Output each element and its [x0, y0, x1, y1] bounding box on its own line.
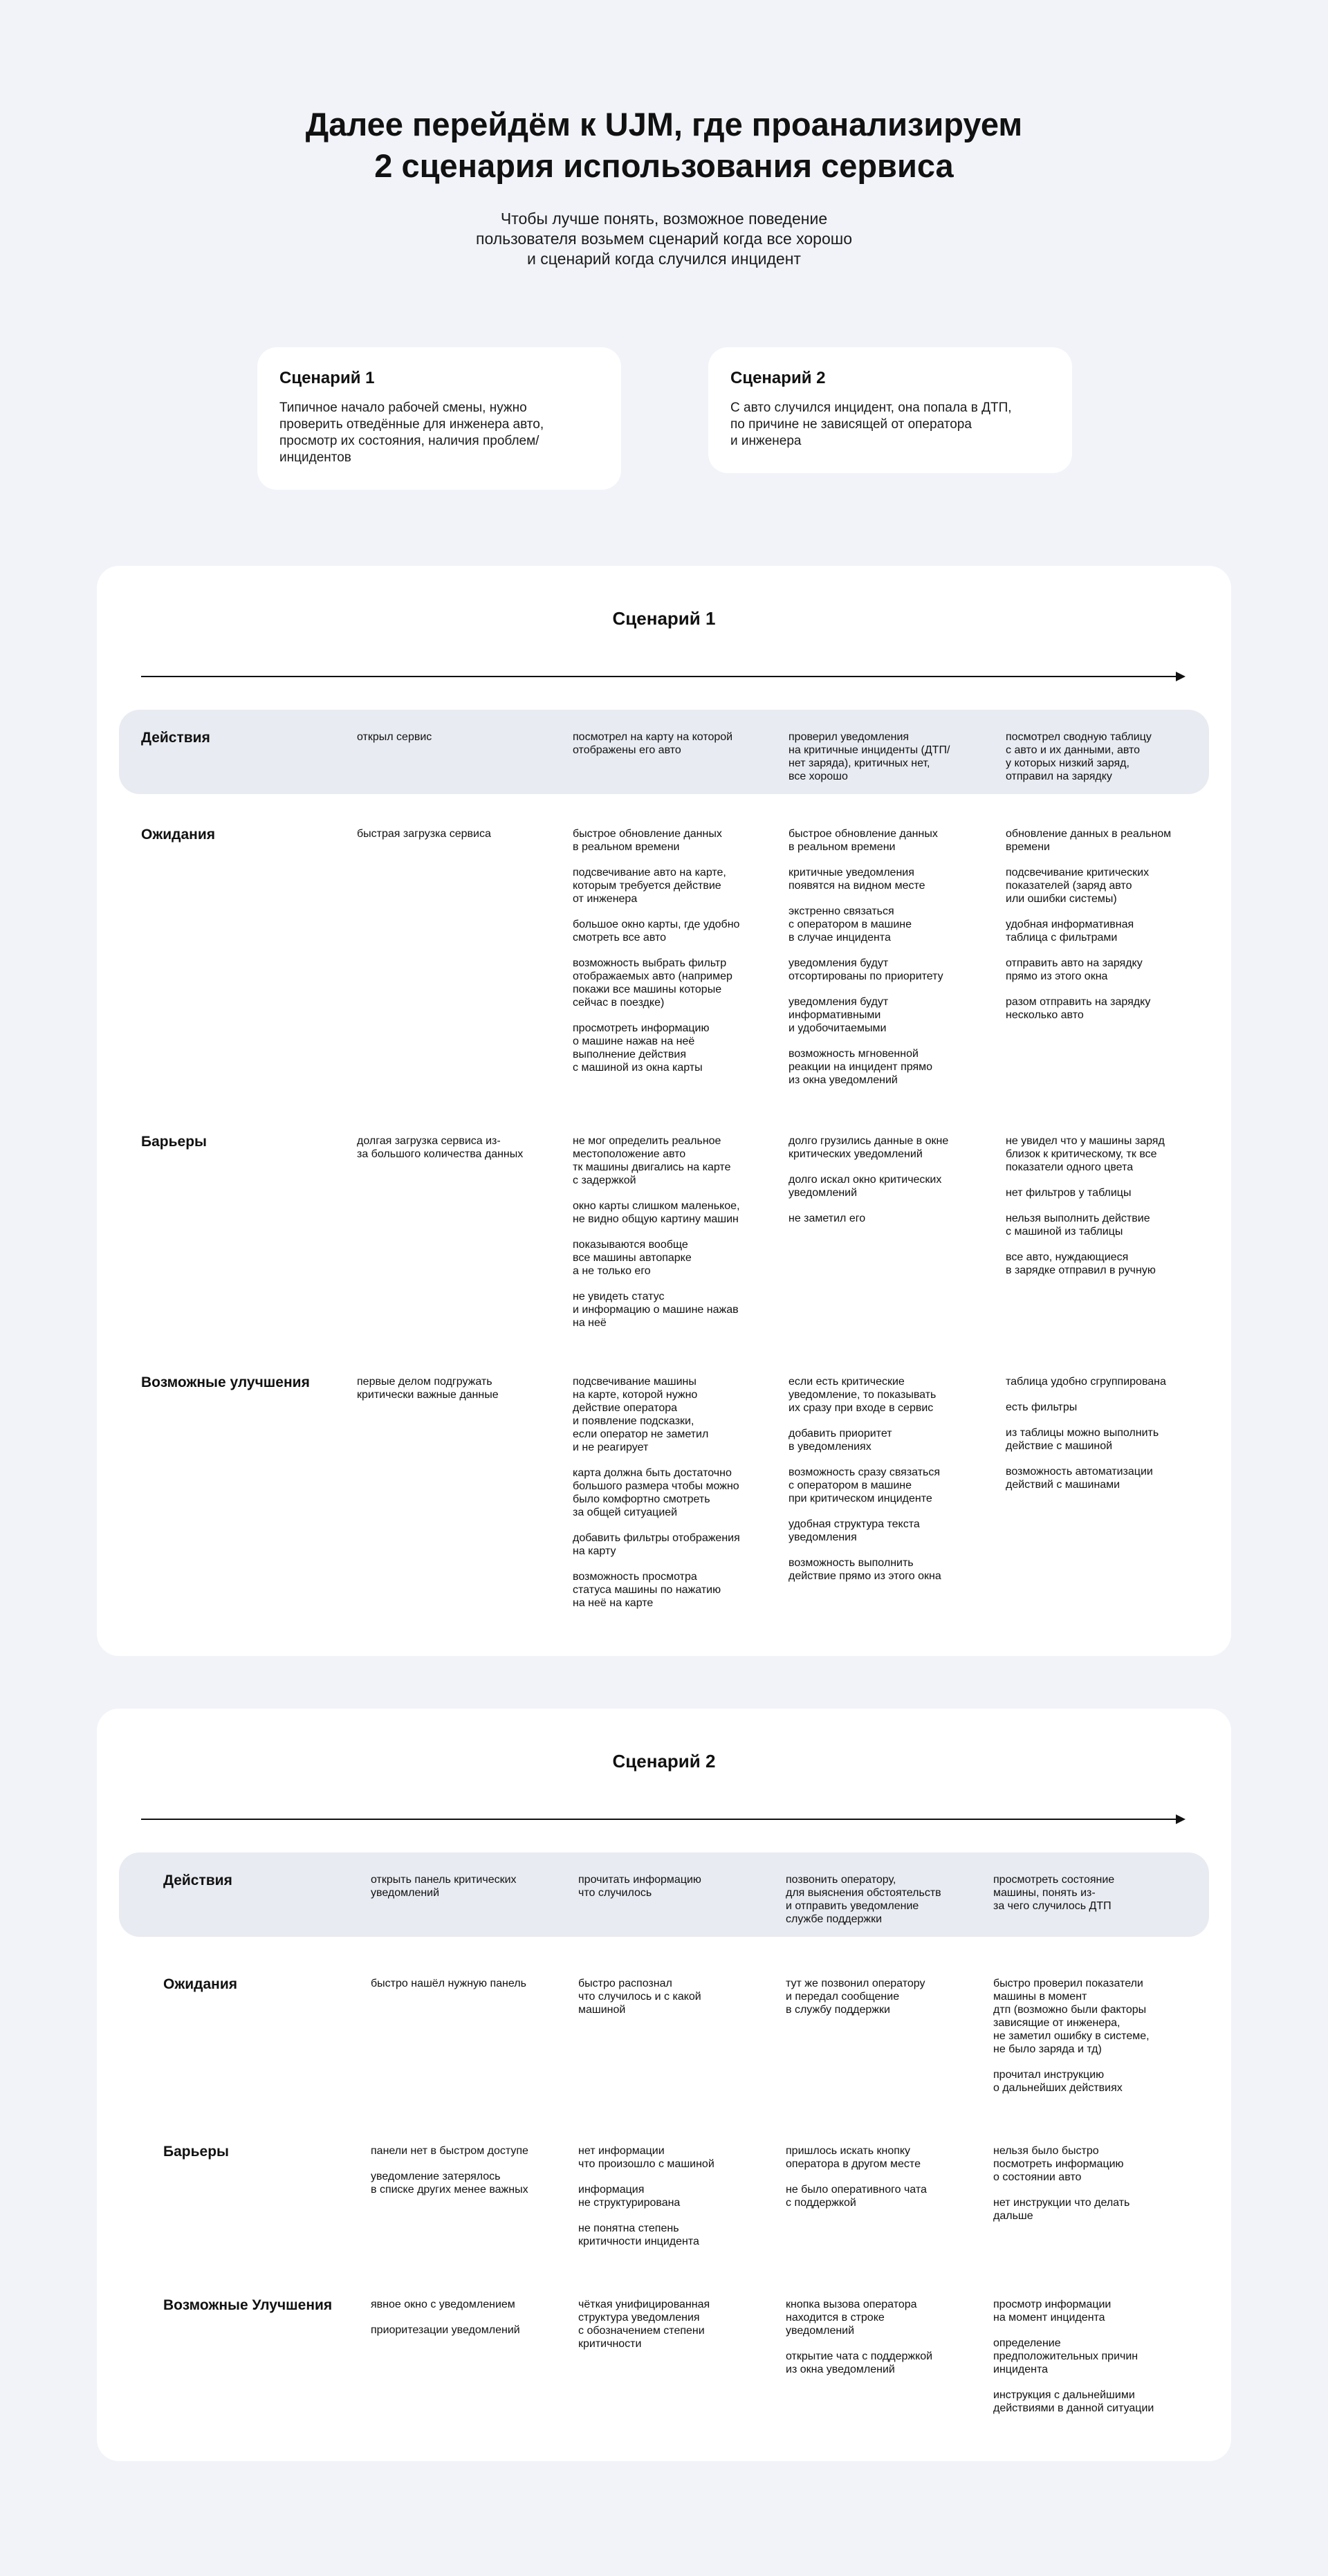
journey-cell-item: возможность автоматизации действий с машинами	[1006, 1466, 1153, 1491]
row-label: Действия	[141, 730, 210, 746]
journey-cell	[371, 2144, 559, 2196]
scenario-card-title: Сценарий 1	[279, 369, 375, 387]
page-subtitle	[0, 209, 1328, 269]
journey-cell-item: не заметил его	[788, 1213, 866, 1224]
journey-map-title: Сценарий 2	[612, 1751, 716, 1772]
row-label: Ожидания	[141, 827, 215, 843]
journey-cell	[1006, 827, 1194, 1022]
journey-cell-item: открыть панель критических уведомлений	[371, 1874, 517, 1899]
row-label: Барьеры	[163, 2144, 229, 2160]
journey-cell	[357, 827, 545, 840]
journey-cell	[993, 2298, 1181, 2415]
journey-cell-item: тут же позвонил оператору и передал сообщение в службу поддержки	[786, 1978, 925, 2016]
journey-cell-item: подсвечивание авто на карте, которым требуется действие от инженера	[573, 867, 726, 905]
journey-cell-item: долго грузились данные в окне критических уведомлений	[788, 1135, 949, 1160]
journey-cell-item: нет фильтров у таблицы	[1006, 1187, 1132, 1199]
row-label: Ожидания	[163, 1976, 237, 1992]
journey-cell-item: есть фильтры	[1006, 1401, 1078, 1413]
page-subtitle-line-2: пользователя возьмем сценарий когда все хорошо	[475, 230, 852, 248]
journey-cell-item: просмотреть состояние машины, понять из- за чего случилось ДТП	[993, 1874, 1115, 1912]
journey-cell-item: возможность сразу связаться с оператором в машине при критическом инциденте	[788, 1466, 941, 1505]
journey-cell	[578, 2298, 766, 2350]
journey-cell	[786, 1873, 974, 1926]
timeline-arrow-icon	[141, 1812, 1186, 1826]
journey-cell-item: явное окно с уведомлением	[371, 2299, 515, 2310]
journey-cell-item: информация не структурирована	[578, 2184, 681, 2209]
journey-cell	[573, 1134, 761, 1330]
journey-cell-item: не увидеть статус и информацию о машине нажав на неё	[573, 1291, 739, 1329]
page-title-line-1: Далее перейдём к UJM, где проанализируем	[305, 106, 1023, 142]
journey-cell	[786, 2298, 974, 2376]
journey-cell-item: чёткая унифицированная структура уведомления с обозначением степени критичности	[578, 2299, 710, 2350]
row-label: Возможные улучшения	[141, 1374, 310, 1390]
journey-cell-item: пришлось искать кнопку оператора в другом месте	[786, 2145, 921, 2170]
journey-cell-item: возможность выполнить действие прямо из этого окна	[788, 1557, 941, 1582]
journey-cell-item: подсвечивание машины на карте, которой нужно действие оператора и появление подсказки, если оператор не заметил и не реагирует	[573, 1376, 709, 1453]
journey-map-scenario-1	[97, 566, 1231, 1656]
journey-cell-item: быстро распознал что случилось и с какой машиной	[578, 1978, 701, 2016]
journey-cell	[573, 827, 761, 1074]
journey-cell-item: добавить фильтры отображения на карту	[573, 1532, 740, 1557]
page-subtitle-line-1: Чтобы лучше понять, возможное поведение	[500, 210, 828, 228]
journey-cell-item: разом отправить на зарядку несколько авто	[1006, 996, 1151, 1021]
journey-cell-item: окно карты слишком маленькое, не видно общую картину машин	[573, 1200, 740, 1225]
journey-cell-item: посмотрел сводную таблицу с авто и их данными, авто у которых низкий заряд, отправил на зарядку	[1006, 731, 1152, 782]
journey-cell-item: удобная информативная таблица с фильтрами	[1006, 919, 1134, 944]
journey-cell-item: проверил уведомления на критичные инциденты (ДТП/ нет заряда), критичных нет, все хорошо	[788, 731, 950, 782]
journey-cell-item: прочитал инструкцию о дальнейших действиях	[993, 2069, 1123, 2094]
timeline-arrow-icon	[141, 670, 1186, 683]
journey-cell-item: посмотрел на карту на которой отображены его авто	[573, 731, 733, 756]
journey-cell-item: просмотр информации на момент инцидента	[993, 2299, 1112, 2324]
journey-cell-item: определение предположительных причин инцидента	[993, 2337, 1138, 2375]
journey-cell-item: все авто, нуждающиеся в зарядке отправил в ручную	[1006, 1251, 1156, 1276]
journey-cell-item: долго искал окно критических уведомлений	[788, 1174, 942, 1199]
journey-cell-item: критичные уведомления появятся на видном месте	[788, 867, 925, 892]
journey-cell-item: экстренно связаться с оператором в машине в случае инцидента	[788, 905, 912, 944]
journey-cell-item: просмотреть информацию о машине нажав на неё выполнение действия с машиной из окна карты	[573, 1022, 710, 1074]
journey-cell-item: позвонить оператору, для выяснения обстоятельств и отправить уведомление службе поддержки	[786, 1874, 941, 1925]
journey-cell	[578, 2144, 766, 2248]
scenario-card-text: С авто случился инцидент, она попала в ДТП, по причине не зависящей от оператора и инженера	[730, 401, 1012, 448]
journey-cell-item: нельзя выполнить действие с машиной из таблицы	[1006, 1213, 1150, 1238]
journey-cell-item: нельзя было быстро посмотреть информацию о состоянии авто	[993, 2145, 1124, 2183]
journey-cell	[371, 1977, 559, 1990]
journey-cell	[788, 1134, 977, 1225]
journey-cell	[788, 1375, 977, 1583]
journey-cell	[357, 730, 545, 744]
journey-cell	[993, 1977, 1181, 2095]
journey-cell	[371, 1873, 559, 1899]
journey-cell-item: открытие чата с поддержкой из окна уведомлений	[786, 2350, 933, 2375]
scenario-card-1	[257, 347, 621, 490]
row-label: Действия	[163, 1873, 232, 1888]
journey-cell	[993, 1873, 1181, 1913]
journey-cell-item: обновление данных в реальном времени	[1006, 828, 1172, 853]
journey-cell-item: быстро нашёл нужную панель	[371, 1978, 526, 1989]
journey-cell-item: первые делом подгружать критически важные данные	[357, 1376, 499, 1401]
journey-cell	[788, 730, 977, 783]
journey-cell-item: отправить авто на зарядку прямо из этого окна	[1006, 957, 1143, 982]
journey-cell-item: возможность выбрать фильтр отображаемых авто (например покажи все машины которые сейчас в поездке)	[573, 957, 732, 1009]
journey-cell	[1006, 1375, 1194, 1491]
journey-cell-item: не было оперативного чата с поддержкой	[786, 2184, 927, 2209]
journey-cell-item: быстрое обновление данных в реальном времени	[788, 828, 938, 853]
journey-cell-item: удобная структура текста уведомления	[788, 1518, 920, 1543]
journey-cell-item: из таблицы можно выполнить действие с машиной	[1006, 1427, 1159, 1452]
journey-cell-item: долгая загрузка сервиса из- за большого количества данных	[357, 1135, 524, 1160]
journey-cell-item: кнопка вызова оператора находится в строке уведомлений	[786, 2299, 917, 2337]
journey-cell-item: если есть критические уведомление, то показывать их сразу при входе в сервис	[788, 1376, 937, 1414]
journey-cell-item: не понятна степень критичности инцидента	[578, 2223, 699, 2247]
journey-cell-item: не мог определить реальное местоположение авто тк машины двигались на карте с задержкой	[573, 1135, 731, 1186]
scenario-card-2	[708, 347, 1072, 473]
page-subtitle-line-3: и сценарий когда случился инцидент	[527, 250, 801, 268]
scenario-card-title: Сценарий 2	[730, 369, 826, 387]
journey-cell-item: большое окно карты, где удобно смотреть все авто	[573, 919, 740, 944]
journey-cell-item: подсвечивание критических показателей (заряд авто или ошибки системы)	[1006, 867, 1150, 905]
page-title	[0, 104, 1328, 187]
journey-cell	[371, 2298, 559, 2337]
journey-cell-item: инструкция с дальнейшими действиями в данной ситуации	[993, 2389, 1154, 2414]
row-label: Возможные Улучшения	[163, 2297, 333, 2313]
journey-cell-item: нет инструкции что делать дальше	[993, 2197, 1130, 2222]
journey-cell-item: карта должна быть достаточно большого размера чтобы можно было комфортно смотреть за общей ситуацией	[573, 1467, 739, 1518]
journey-cell	[573, 1375, 761, 1610]
journey-map-title: Сценарий 1	[612, 608, 716, 629]
page-title-line-2: 2 сценария использования сервиса	[374, 147, 954, 184]
journey-cell-item: не увидел что у машины заряд близок к критическому, тк все показатели одного цвета	[1006, 1135, 1165, 1173]
journey-cell-item: приоритезации уведомлений	[371, 2324, 520, 2336]
journey-cell-item: открыл сервис	[357, 731, 432, 743]
journey-cell-item: возможность просмотра статуса машины по нажатию на неё на карте	[573, 1571, 721, 1609]
journey-cell-item: показываются вообще все машины автопарке а не только его	[573, 1239, 692, 1277]
journey-cell	[357, 1134, 545, 1161]
journey-cell	[357, 1375, 545, 1401]
journey-cell-item: добавить приоритет в уведомлениях	[788, 1428, 892, 1453]
journey-cell	[788, 827, 977, 1087]
journey-cell	[786, 2144, 974, 2209]
journey-cell-item: уведомления будут информативными и удобочитаемыми	[788, 996, 889, 1034]
journey-cell	[1006, 730, 1194, 783]
journey-cell-item: возможность мгновенной реакции на инцидент прямо из окна уведомлений	[788, 1048, 933, 1086]
journey-cell	[573, 730, 761, 757]
journey-cell-item: быстрое обновление данных в реальном времени	[573, 828, 722, 853]
scenario-card-text: Типичное начало рабочей смены, нужно проверить отведённые для инженера авто, просмотр их состояния, наличия проблем/ инцидентов	[279, 401, 544, 465]
row-label: Барьеры	[141, 1134, 207, 1150]
journey-cell-item: нет информации что произошло с машиной	[578, 2145, 714, 2170]
journey-cell-item: уведомление затерялось в списке других менее важных	[371, 2171, 528, 2196]
journey-cell-item: быстрая загрузка сервиса	[357, 828, 491, 840]
journey-cell-item: прочитать информацию что случилось	[578, 1874, 701, 1899]
journey-cell-item: быстро проверил показатели машины в момент дтп (возможно были факторы зависящие от инженера, не заметил ошибку в системе, не было заряда и тд)	[993, 1978, 1150, 2055]
journey-cell	[578, 1977, 766, 2016]
journey-cell	[786, 1977, 974, 2016]
journey-cell	[993, 2144, 1181, 2223]
journey-cell	[578, 1873, 766, 1899]
journey-map-scenario-2	[97, 1709, 1231, 2461]
journey-cell-item: таблица удобно сгруппирована	[1006, 1376, 1166, 1388]
journey-cell-item: панели нет в быстром доступе	[371, 2145, 528, 2157]
journey-cell	[1006, 1134, 1194, 1277]
journey-cell-item: уведомления будут отсортированы по приоритету	[788, 957, 943, 982]
